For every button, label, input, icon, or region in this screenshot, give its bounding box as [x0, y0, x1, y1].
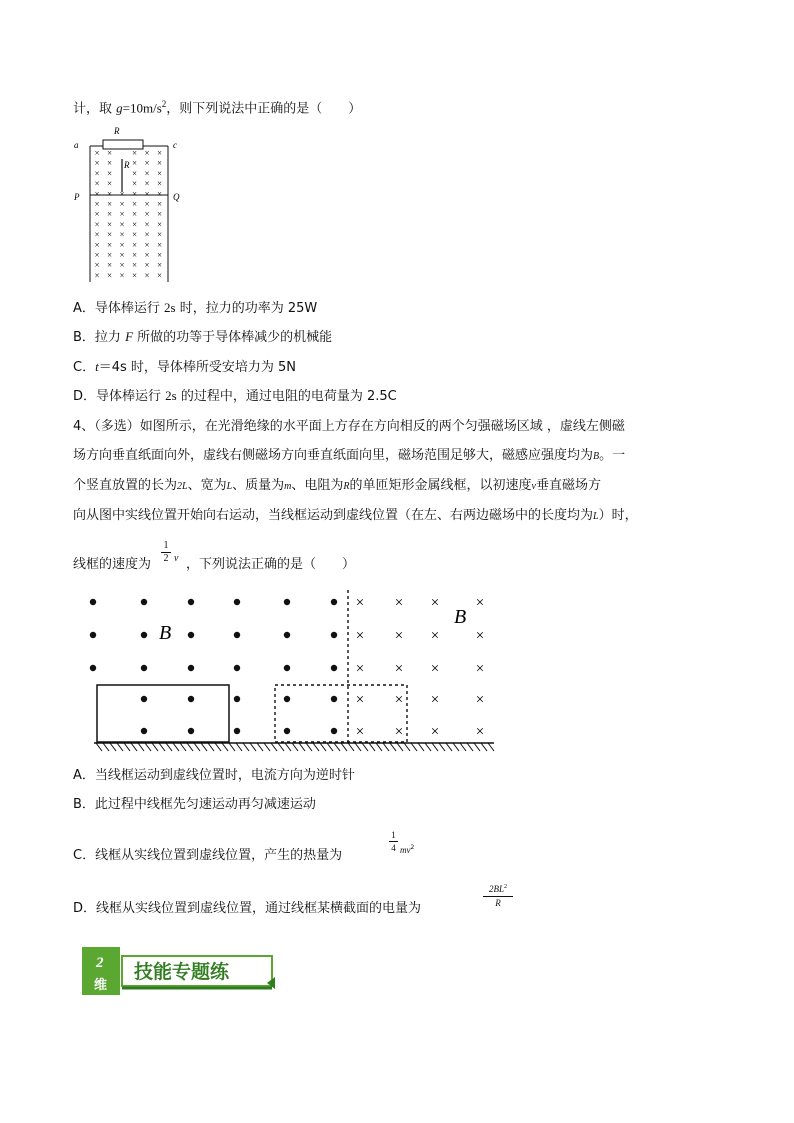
- field-in-cross: ×: [355, 661, 365, 677]
- field-in-cross: ×: [394, 724, 404, 740]
- field-cross: ×: [94, 178, 100, 189]
- q4-line-2b: 。一: [599, 448, 626, 463]
- q4-line-5: [73, 557, 151, 573]
- g-exp: 2: [161, 99, 167, 109]
- hatch-mark: [320, 743, 326, 751]
- field-cross: ×: [144, 239, 150, 250]
- field-cross: ×: [94, 199, 100, 209]
- field-cross: ×: [106, 250, 113, 260]
- label-b-right: B: [454, 606, 467, 628]
- q4-line-5b: ，下列说法正确的是（ ）: [186, 557, 356, 572]
- hatch-mark: [201, 743, 207, 751]
- hatch-mark: [131, 743, 137, 751]
- field-in-cross: ×: [394, 595, 404, 611]
- q4-line-4-l: L: [593, 511, 599, 522]
- hatch-mark: [488, 743, 494, 751]
- field-out-dot: [284, 632, 290, 638]
- field-out-dot: [90, 632, 96, 638]
- hatch-mark: [432, 743, 438, 751]
- field-out-dot: [331, 599, 337, 605]
- field-cross: ×: [131, 188, 138, 199]
- hatch-mark: [327, 743, 333, 751]
- field-in-cross: ×: [355, 628, 365, 644]
- field-in-cross: ×: [430, 692, 440, 708]
- field-cross: ×: [119, 239, 125, 250]
- q3-option-a: [73, 300, 317, 317]
- field-cross: ×: [131, 209, 138, 220]
- q3-option-c: [73, 359, 296, 376]
- field-cross: ×: [106, 178, 113, 189]
- hatch-mark: [481, 743, 487, 751]
- hatch-mark: [369, 743, 375, 751]
- q4-line-3c: 、质量为: [232, 478, 285, 493]
- q4-line-3-v: v: [531, 481, 536, 492]
- q4-figure: [84, 585, 500, 757]
- field-out-dot: [331, 728, 337, 734]
- badge-title: 技能专题练: [134, 961, 230, 983]
- field-cross: ×: [156, 199, 163, 209]
- hatch-mark: [208, 743, 214, 751]
- q3-option-a-prefix: A．导体棒运行: [73, 301, 165, 316]
- field-out-dot: [188, 632, 194, 638]
- field-out-dot: [141, 728, 147, 734]
- q4-option-c-expr: [400, 840, 414, 859]
- q3-intro-line: [73, 96, 361, 117]
- q4-line-3-r: R: [343, 481, 350, 492]
- field-cross: ×: [131, 158, 138, 169]
- hatch-mark: [166, 743, 172, 751]
- field-out-dot: [141, 632, 147, 638]
- field-out-dot: [188, 696, 194, 702]
- field-in-cross: ×: [475, 595, 485, 611]
- q3-option-a-mid: 2s: [164, 300, 176, 315]
- field-cross: ×: [119, 219, 125, 230]
- q4-option-a: A．当线框运动到虚线位置时，电流方向为逆时针: [73, 768, 355, 783]
- field-cross: ×: [94, 158, 100, 169]
- field-cross: ×: [94, 168, 100, 179]
- field-out-dot: [141, 665, 147, 671]
- hatch-mark: [453, 743, 459, 751]
- field-cross: ×: [144, 158, 150, 169]
- option-c-mv: mv: [400, 845, 411, 855]
- field-in-cross: ×: [430, 724, 440, 740]
- hatch-mark: [376, 743, 382, 751]
- hatch-mark: [236, 743, 242, 751]
- hatch-mark: [306, 743, 312, 751]
- hatch-mark: [313, 743, 319, 751]
- hatch-mark: [278, 743, 284, 751]
- q4-line-5a: 线框的速度为: [73, 557, 152, 572]
- hatch-mark: [145, 743, 151, 751]
- field-cross: ×: [131, 260, 138, 271]
- hatch-mark: [271, 743, 277, 751]
- hatch-mark: [425, 743, 431, 751]
- q3-option-b-prefix: B．拉力: [73, 330, 126, 345]
- field-cross: ×: [131, 178, 138, 189]
- label-r-top: R: [114, 126, 120, 136]
- option-c-frac-den: 4: [391, 843, 396, 853]
- hatch-mark: [362, 743, 368, 751]
- badge-sub: 维: [94, 978, 108, 993]
- field-cross: ×: [144, 229, 150, 240]
- field-cross: ×: [131, 239, 138, 250]
- hatch-mark: [264, 743, 270, 751]
- hatch-mark: [96, 743, 102, 751]
- q3-option-a-suffix: 时，拉力的功率为 25W: [175, 301, 318, 316]
- q3-intro-prefix: 计，取: [73, 101, 117, 117]
- q4-option-d-fraction: [483, 881, 513, 910]
- q4-line-2a: 场方向垂直纸面向外，虚线右侧磁场方向垂直纸面向里，磁场范围足够大，磁感应强度均为: [73, 448, 594, 463]
- field-out-dot: [141, 599, 147, 605]
- field-out-dot: [234, 665, 240, 671]
- q3-option-c-prefix: C．: [73, 360, 96, 375]
- field-cross: ×: [144, 250, 150, 260]
- hatch-mark: [397, 743, 403, 751]
- field-out-dot: [331, 632, 337, 638]
- field-cross: ×: [106, 270, 113, 281]
- field-cross: ×: [131, 229, 138, 240]
- q4-line-3f: 垂直磁场方: [536, 478, 602, 493]
- q4-line-5-tail: [174, 550, 178, 567]
- option-d-frac-den: R: [495, 898, 501, 908]
- field-out-dot: [234, 632, 240, 638]
- field-cross: ×: [144, 188, 150, 199]
- badge-number: 2: [96, 955, 104, 971]
- field-in-cross: ×: [475, 724, 485, 740]
- hatch-mark: [110, 743, 116, 751]
- field-cross: ×: [106, 219, 113, 230]
- g-value: =10m/s: [122, 100, 162, 116]
- field-out-dot: [284, 728, 290, 734]
- field-cross: ×: [94, 270, 100, 281]
- hatch-mark: [222, 743, 228, 751]
- hatch-mark: [334, 743, 340, 751]
- label-rod: R: [124, 160, 130, 170]
- hatch-mark: [229, 743, 235, 751]
- q4-line-3a: 个竖直放置的长为: [73, 478, 178, 493]
- field-cross: ×: [144, 219, 150, 230]
- q4-line-1: 4、（多选）如图所示，在光滑绝缘的水平面上方存在方向相反的两个匀强磁场区域 ，虚线左侧磁: [73, 419, 625, 434]
- hatch-mark: [243, 743, 249, 751]
- field-cross: ×: [156, 260, 163, 271]
- field-out-dot: [331, 696, 337, 702]
- hatch-mark: [180, 743, 186, 751]
- section-badge: [82, 947, 278, 997]
- field-cross: ×: [144, 168, 150, 179]
- hatch-mark: [439, 743, 445, 751]
- field-cross: ×: [94, 250, 100, 260]
- field-cross: ×: [94, 219, 100, 230]
- hatch-mark: [292, 743, 298, 751]
- q4-line-5-suffix: [186, 557, 355, 573]
- field-cross: ×: [156, 158, 163, 169]
- field-in-cross: ×: [355, 692, 365, 708]
- ground-hatching: [96, 743, 494, 751]
- hatch-mark: [285, 743, 291, 751]
- q3-option-d-mid: 2s: [165, 388, 177, 403]
- q4-line-4b: ）时，: [598, 508, 638, 523]
- field-cross: ×: [106, 229, 113, 240]
- field-in-cross: ×: [475, 661, 485, 677]
- hatch-mark: [404, 743, 410, 751]
- field-out-dot: [141, 696, 147, 702]
- field-cross: ×: [106, 260, 113, 271]
- field-cross: ×: [156, 270, 163, 281]
- field-out-dots: [90, 599, 337, 734]
- field-cross: ×: [131, 250, 138, 260]
- q3-figure: [72, 122, 187, 284]
- field-cross: ×: [131, 168, 138, 179]
- hatch-mark: [474, 743, 480, 751]
- q4-line-3: [73, 478, 601, 495]
- field-cross: ×: [106, 188, 113, 199]
- q4-line-2: [73, 448, 625, 465]
- field-cross: ×: [156, 250, 163, 260]
- hatch-mark: [411, 743, 417, 751]
- hatch-mark: [173, 743, 179, 751]
- hatch-mark: [467, 743, 473, 751]
- field-cross: ×: [94, 239, 100, 250]
- label-q: Q: [173, 192, 180, 202]
- field-cross: ×: [144, 260, 150, 271]
- hatch-mark: [355, 743, 361, 751]
- hatch-mark: [418, 743, 424, 751]
- field-cross: ×: [156, 148, 163, 158]
- q4-option-c: C．线框从实线位置到虚线位置，产生的热量为: [73, 848, 343, 863]
- field-out-dot: [188, 599, 194, 605]
- field-in-cross: ×: [355, 595, 365, 611]
- option-c-exp: 2: [410, 844, 415, 851]
- field-cross: ×: [106, 239, 113, 250]
- label-c: c: [173, 140, 177, 150]
- field-out-dot: [188, 665, 194, 671]
- field-cross: ×: [144, 148, 150, 158]
- field-cross: ×: [119, 250, 125, 260]
- hatch-mark: [257, 743, 263, 751]
- field-cross: ×: [131, 148, 138, 158]
- q4-line-3-2l: 2L: [177, 481, 188, 492]
- q3-option-b-mid: F: [125, 329, 134, 344]
- hatch-mark: [138, 743, 144, 751]
- field-out-dot: [284, 665, 290, 671]
- label-b-left: B: [159, 622, 172, 644]
- field-cross: ×: [106, 209, 113, 220]
- hatch-mark: [460, 743, 466, 751]
- field-cross: ×: [131, 270, 138, 281]
- field-cross: ×: [119, 229, 125, 240]
- field-out-dot: [234, 728, 240, 734]
- q4-line-2-b: B: [593, 451, 600, 462]
- field-out-dot: [90, 599, 96, 605]
- field-cross: ×: [144, 209, 150, 220]
- field-cross: ×: [156, 178, 163, 189]
- field-cross: ×: [156, 188, 163, 199]
- velocity-fraction-den: 2: [163, 553, 169, 564]
- field-cross: ×: [156, 239, 163, 250]
- field-cross: ×: [119, 270, 125, 281]
- field-in-cross: ×: [475, 628, 485, 644]
- hatch-mark: [103, 743, 109, 751]
- field-cross: ×: [94, 148, 100, 158]
- field-cross: ×: [94, 209, 100, 220]
- q4-velocity-fraction: [161, 540, 171, 565]
- hatch-mark: [117, 743, 123, 751]
- q3-option-c-suffix: ＝4s 时，导体棒所受安培力为 5N: [98, 360, 297, 375]
- field-in-cross: ×: [394, 692, 404, 708]
- q3-option-d-prefix: D．导体棒运行: [73, 389, 166, 404]
- field-cross: ×: [94, 188, 100, 199]
- field-cross: ×: [156, 209, 163, 220]
- q4-line-3-m: m: [284, 481, 292, 492]
- option-d-frac-num: [483, 881, 513, 897]
- hatch-mark: [194, 743, 200, 751]
- field-cross: ×: [106, 148, 113, 158]
- q3-option-c-mid: t: [95, 359, 99, 374]
- label-p: P: [74, 192, 80, 202]
- frame-initial-solid: [97, 685, 229, 742]
- field-out-dot: [234, 696, 240, 702]
- hatch-mark: [390, 743, 396, 751]
- field-out-dot: [90, 665, 96, 671]
- field-out-dot: [234, 599, 240, 605]
- field-in-cross: ×: [355, 724, 365, 740]
- field-out-dot: [284, 599, 290, 605]
- field-out-dot: [284, 696, 290, 702]
- field-in-cross: ×: [430, 595, 440, 611]
- q4-line-3-l: L: [226, 481, 233, 492]
- q4-line-4: [73, 508, 638, 525]
- option-c-frac-num: 1: [389, 829, 398, 842]
- field-cross: ×: [144, 270, 150, 281]
- hatch-mark: [152, 743, 158, 751]
- q4-line-5-v: v: [174, 553, 179, 564]
- field-cross: ×: [156, 219, 163, 230]
- option-d-num-exp: 2: [504, 884, 507, 890]
- q3-option-d-suffix: 的过程中，通过电阻的电荷量为 2.5C: [176, 389, 397, 404]
- velocity-fraction-num: 1: [161, 540, 171, 553]
- q3-option-d: [73, 388, 397, 405]
- field-cross: ×: [144, 178, 150, 189]
- field-cross: ×: [94, 260, 100, 271]
- hatch-mark: [187, 743, 193, 751]
- q3-option-b: [73, 329, 332, 346]
- hatch-mark: [250, 743, 256, 751]
- field-out-dot: [188, 728, 194, 734]
- q4-line-4a: 向从图中实线位置开始向右运动，当线框运动到虚线位置（在左、右两边磁场中的长度均为: [73, 508, 594, 523]
- q4-option-d: D．线框从实线位置到虚线位置，通过线框某横截面的电量为: [73, 901, 422, 916]
- hatch-mark: [159, 743, 165, 751]
- field-cross: ×: [94, 229, 100, 240]
- frame-final-dashed: [275, 685, 407, 742]
- field-cross: ×: [106, 168, 113, 179]
- hatch-mark: [299, 743, 305, 751]
- field-in-cross: ×: [430, 661, 440, 677]
- field-in-cross: ×: [475, 692, 485, 708]
- hatch-mark: [341, 743, 347, 751]
- field-cross: ×: [131, 199, 138, 209]
- q3-option-b-suffix: 所做的功等于导体棒减少的机械能: [133, 330, 333, 345]
- hatch-mark: [446, 743, 452, 751]
- hatch-mark: [383, 743, 389, 751]
- option-d-num-text: 2BL: [488, 884, 504, 894]
- field-cross: ×: [119, 260, 125, 271]
- q4-line-3b: 、宽为: [187, 478, 227, 493]
- field-cross: ×: [156, 229, 163, 240]
- q4-option-b: B．此过程中线框先匀速运动再匀减速运动: [73, 797, 316, 812]
- hatch-mark: [124, 743, 130, 751]
- field-cross: ×: [106, 199, 113, 209]
- hatch-mark: [348, 743, 354, 751]
- field-cross: ×: [131, 219, 138, 230]
- q3-intro-suffix: ，则下列说法中正确的是（ ）: [166, 101, 362, 117]
- field-out-dot: [331, 665, 337, 671]
- field-in-cross: ×: [430, 628, 440, 644]
- q4-line-3d: 、电阻为: [291, 478, 344, 493]
- field-cross: ×: [156, 168, 163, 179]
- g-symbol: g: [116, 100, 123, 116]
- hatch-mark: [215, 743, 221, 751]
- field-cross: ×: [144, 199, 150, 209]
- field-cross: ×: [119, 188, 125, 199]
- field-in-cross: ×: [394, 661, 404, 677]
- q4-line-3e: 的单匝矩形金属线框，以初速度: [349, 478, 532, 493]
- label-a: a: [74, 140, 79, 150]
- field-cross: ×: [119, 199, 125, 209]
- field-in-cross: ×: [394, 628, 404, 644]
- q4-option-c-fraction: [389, 829, 398, 854]
- field-cross: ×: [106, 158, 113, 169]
- field-cross: ×: [119, 209, 125, 220]
